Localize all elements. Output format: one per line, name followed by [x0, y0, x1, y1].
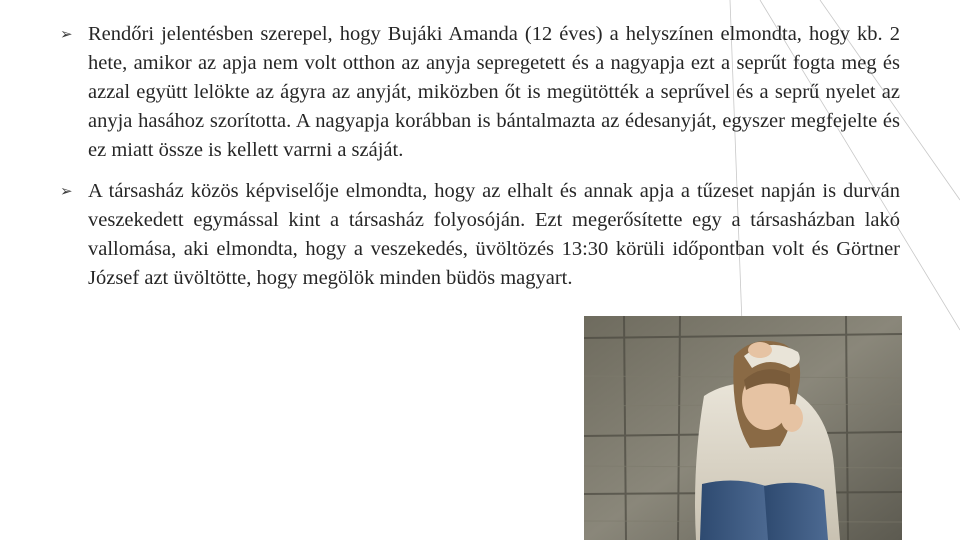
bullet-item-representative-statement [60, 177, 900, 293]
bullet-text: Rendőri jelentésben szerepel, hogy Bujáki Amanda (12 éves) a helyszínen elmondta, hogy kb. 2 hete, amikor az apja nem volt otthon az anyja sepregetett és a nagyapja ezt a seprűt fogta meg és azzal együtt lelökte az ágyra az anyját, miközben őt is megütötték a seprűvel és a seprű nyelet az anyja hasához szorította. A nagyapja korábban is bántalmazta az édesanyját, egyszer megfejelte és ez miatt össze is kellett varrni a száját. [88, 23, 900, 161]
girl-photo-illustration [584, 316, 902, 540]
arrow-bullet-icon: ➢ [60, 25, 73, 43]
arrow-bullet-icon: ➢ [60, 182, 73, 200]
photo-sad-girl [584, 316, 902, 540]
bullet-text: A társasház közös képviselője elmondta, hogy az elhalt és annak apja a tűzeset napján is durván veszekedett egymással kint a társasház folyosóján. Ezt megerősítette egy a társasházban lakó vallomása, aki elmondta, hogy a veszekedés, üvöltözés 13:30 körüli időpontban volt és Görtner József azt üvöltötte, hogy megölök minden büdös magyart. [88, 180, 900, 289]
bullet-list [60, 20, 900, 305]
bullet-item-police-report [60, 20, 900, 165]
